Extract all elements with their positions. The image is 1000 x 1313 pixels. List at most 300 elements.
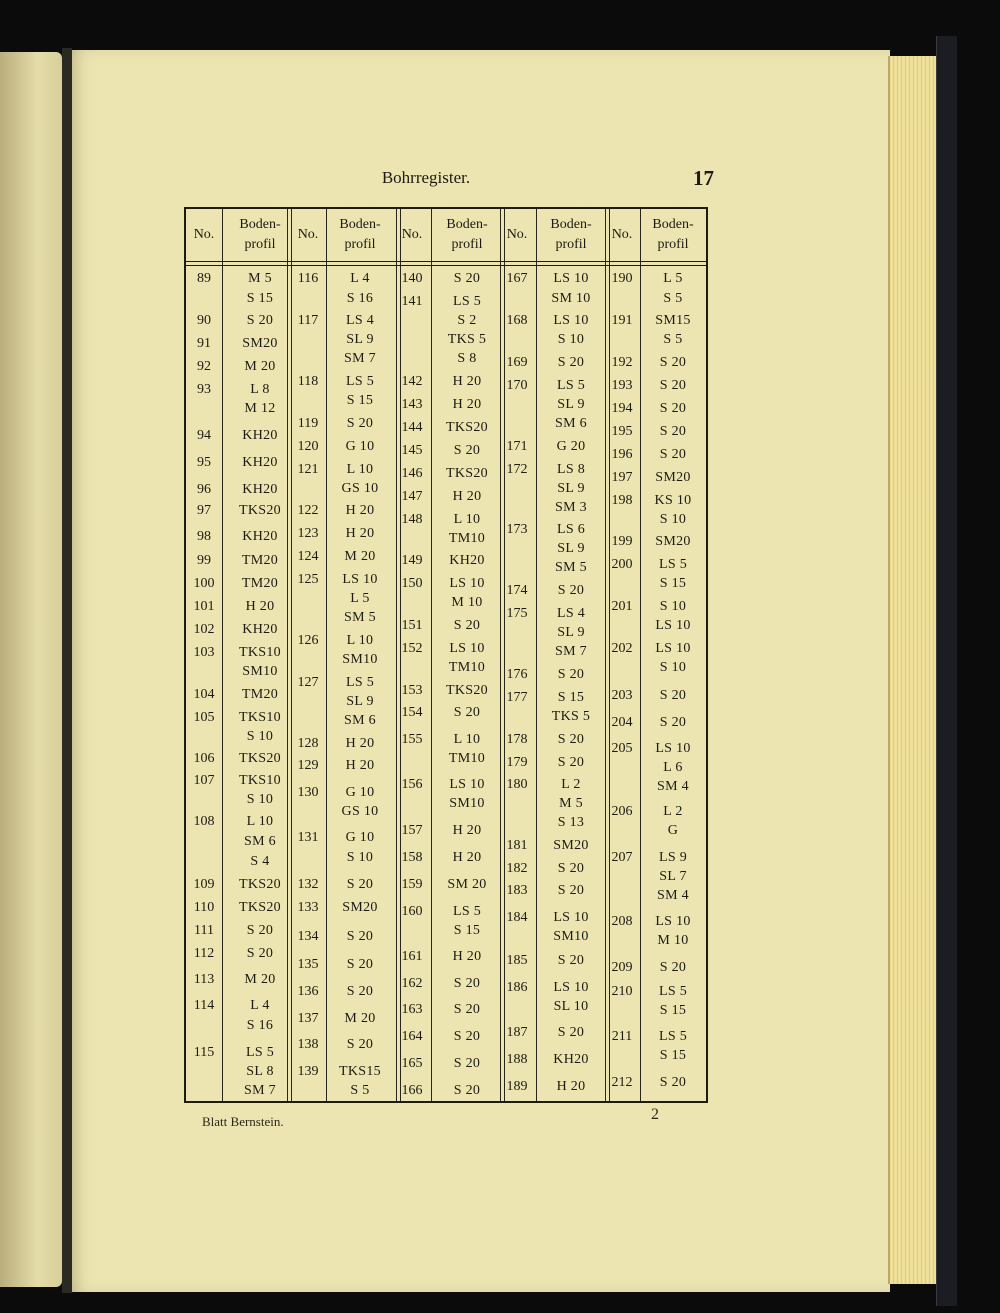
bodenprofil-entry: LS 5 [658, 984, 688, 999]
bohrung-no: 115 [193, 1045, 215, 1060]
bodenprofil-entry: SL 9 [346, 694, 374, 709]
bohrung-no: 204 [611, 715, 633, 730]
bodenprofil-entry: S 20 [346, 957, 374, 972]
bodenprofil-entry: M 20 [344, 549, 376, 564]
bohrung-no: 151 [401, 618, 423, 633]
bodenprofil-entry: SM 4 [657, 779, 689, 794]
bohrung-no: 156 [401, 777, 423, 792]
bohrung-no: 201 [611, 599, 633, 614]
bodenprofil-entry: L 4 [350, 271, 370, 286]
bohrung-no: 175 [506, 606, 528, 621]
bohrung-no: 135 [297, 957, 319, 972]
bodenprofil-entry: SM20 [553, 838, 589, 853]
bodenprofil-entry: G 10 [345, 439, 375, 454]
bodenprofil-entry: H 20 [452, 489, 482, 504]
bohrung-no: 134 [297, 929, 319, 944]
bodenprofil-entry: SM20 [655, 470, 691, 485]
facing-left-page [0, 52, 62, 1287]
bodenprofil-entry: H 20 [345, 526, 375, 541]
bohrung-no: 189 [506, 1079, 528, 1094]
bodenprofil-entry: LS 4 [345, 313, 375, 328]
bodenprofil-entry: SM10 [553, 929, 589, 944]
bohrung-no: 93 [197, 382, 211, 397]
bohrung-no: 155 [401, 732, 423, 747]
bodenprofil-entry: LS 10 [342, 572, 378, 587]
bodenprofil-entry: LS 5 [452, 294, 482, 309]
bodenprofil-entry: SM10 [449, 796, 485, 811]
bodenprofil-entry: SM15 [655, 313, 691, 328]
bohrung-no: 130 [297, 785, 319, 800]
bohrung-no: 132 [297, 877, 319, 892]
bodenprofil-entry: GS 10 [341, 481, 379, 496]
bodenprofil-entry: TM10 [448, 751, 486, 766]
bohrung-no: 90 [197, 313, 211, 328]
bodenprofil-entry: SM 6 [244, 834, 276, 849]
bohrung-no: 149 [401, 553, 423, 568]
bodenprofil-entry: TKS20 [239, 503, 281, 518]
bodenprofil-entry: S 20 [659, 688, 687, 703]
bohrung-no: 195 [611, 424, 633, 439]
bohrung-no: 161 [401, 949, 423, 964]
header-bodenprofil: Boden- profil [446, 217, 488, 252]
bodenprofil-entry: SM 7 [344, 351, 376, 366]
bodenprofil-entry: S 20 [659, 447, 687, 462]
bodenprofil-entry: S 10 [659, 660, 687, 675]
bodenprofil-entry: SM 7 [555, 644, 587, 659]
bodenprofil-entry: SL 9 [557, 541, 585, 556]
header-no: No. [506, 227, 528, 242]
bodenprofil-entry: H 20 [452, 397, 482, 412]
bohrung-no: 113 [193, 972, 215, 987]
bohrung-no: 194 [611, 401, 633, 416]
bodenprofil-entry: LS 10 [655, 741, 691, 756]
bodenprofil-entry: LS 5 [245, 1045, 275, 1060]
bodenprofil-entry: SM 4 [657, 888, 689, 903]
bodenprofil-entry: M 20 [244, 972, 276, 987]
bohrung-no: 181 [506, 838, 528, 853]
bohrung-no: 207 [611, 850, 633, 865]
bohrung-no: 167 [506, 271, 528, 286]
bohrung-no: 159 [401, 877, 423, 892]
bohrung-no: 178 [506, 732, 528, 747]
bohrung-no: 196 [611, 447, 633, 462]
bodenprofil-entry: TKS20 [446, 420, 488, 435]
bohrung-no: 126 [297, 633, 319, 648]
book-gutter [62, 48, 72, 1293]
bodenprofil-entry: LS 6 [556, 522, 586, 537]
bodenprofil-entry: TKS20 [239, 877, 281, 892]
bodenprofil-entry: L 5 [663, 271, 683, 286]
bohrung-no: 89 [197, 271, 211, 286]
bohrung-no: 104 [193, 687, 215, 702]
bodenprofil-entry: L 10 [346, 462, 374, 477]
bohrung-no: 111 [194, 923, 214, 938]
bodenprofil-entry: S 20 [346, 877, 374, 892]
bodenprofil-entry: SM 7 [244, 1083, 276, 1098]
bohrung-no: 112 [193, 946, 215, 961]
bodenprofil-entry: S 20 [453, 705, 481, 720]
bohrung-no: 185 [506, 953, 528, 968]
bohrung-no: 140 [401, 271, 423, 286]
bodenprofil-entry: S 10 [246, 729, 274, 744]
bohrung-no: 198 [611, 493, 633, 508]
bohrung-no: 150 [401, 576, 423, 591]
bodenprofil-entry: L 10 [453, 512, 481, 527]
bohrung-no: 120 [297, 439, 319, 454]
bohrung-no: 193 [611, 378, 633, 393]
bodenprofil-entry: S 20 [246, 923, 274, 938]
bodenprofil-entry: G 10 [345, 785, 375, 800]
bodenprofil-entry: LS 5 [658, 1029, 688, 1044]
bodenprofil-entry: L 10 [246, 814, 274, 829]
bodenprofil-entry: SL 8 [246, 1064, 274, 1079]
bodenprofil-entry: LS 9 [658, 850, 688, 865]
bohrung-no: 117 [297, 313, 319, 328]
book-cover-edge [936, 36, 957, 1306]
bohrung-no: 183 [506, 883, 528, 898]
bohrung-no: 124 [297, 549, 319, 564]
bohrung-no: 190 [611, 271, 633, 286]
bodenprofil-entry: KH20 [553, 1052, 589, 1067]
bohrung-no: 197 [611, 470, 633, 485]
bodenprofil-entry: KH20 [449, 553, 485, 568]
bodenprofil-entry: KH20 [242, 529, 278, 544]
bodenprofil-entry: LS 10 [655, 618, 691, 633]
header-bodenprofil: Boden- profil [239, 217, 281, 252]
header-rule [186, 261, 706, 266]
bodenprofil-entry: L 10 [453, 732, 481, 747]
bodenprofil-entry: GS 10 [341, 804, 379, 819]
bodenprofil-entry: S 20 [453, 443, 481, 458]
bodenprofil-entry: LS 5 [345, 675, 375, 690]
bodenprofil-entry: SM 6 [555, 416, 587, 431]
bohrung-no: 206 [611, 804, 633, 819]
bohrung-no: 137 [297, 1011, 319, 1026]
bohrung-no: 107 [193, 773, 215, 788]
bohrung-no: 158 [401, 850, 423, 865]
bohrung-no: 102 [193, 622, 215, 637]
bohrung-no: 164 [401, 1029, 423, 1044]
bohrung-no: 109 [193, 877, 215, 892]
bodenprofil-entry: S 20 [659, 401, 687, 416]
bohrung-no: 92 [197, 359, 211, 374]
bodenprofil-entry: S 15 [346, 393, 374, 408]
bodenprofil-entry: SL 9 [557, 397, 585, 412]
bohrung-no: 106 [193, 751, 215, 766]
bohrung-no: 212 [611, 1075, 633, 1090]
bohrung-no: 203 [611, 688, 633, 703]
bohrung-no: 139 [297, 1064, 319, 1079]
bodenprofil-entry: S 2 [457, 313, 477, 328]
bodenprofil-entry: LS 10 [449, 576, 485, 591]
bohrung-no: 110 [193, 900, 215, 915]
bodenprofil-entry: KH20 [242, 428, 278, 443]
bodenprofil-entry: H 20 [452, 949, 482, 964]
bohrung-no: 173 [506, 522, 528, 537]
bodenprofil-entry: SM 3 [555, 500, 587, 515]
bohrung-no: 170 [506, 378, 528, 393]
bohrung-no: 108 [193, 814, 215, 829]
bohrung-no: 94 [197, 428, 211, 443]
header-no: No. [193, 227, 215, 242]
bodenprofil-entry: G 10 [345, 830, 375, 845]
bodenprofil-entry: TKS10 [239, 645, 281, 660]
bohrung-no: 96 [197, 482, 211, 497]
bodenprofil-entry: TKS 5 [447, 332, 487, 347]
bodenprofil-entry: TKS20 [239, 900, 281, 915]
bohrung-no: 200 [611, 557, 633, 572]
bodenprofil-entry: S 15 [246, 291, 274, 306]
bohrung-no: 210 [611, 984, 633, 999]
bodenprofil-entry: S 15 [453, 923, 481, 938]
bodenprofil-entry: S 20 [453, 271, 481, 286]
bodenprofil-entry: L 6 [663, 760, 683, 775]
bohrung-no: 191 [611, 313, 633, 328]
bohrung-no: 202 [611, 641, 633, 656]
bohrung-no: 187 [506, 1025, 528, 1040]
bodenprofil-entry: LS 10 [449, 777, 485, 792]
bohrung-no: 122 [297, 503, 319, 518]
bodenprofil-entry: LS 10 [553, 910, 589, 925]
bodenprofil-entry: S 20 [453, 618, 481, 633]
bodenprofil-entry: LS 8 [556, 462, 586, 477]
bohrung-no: 129 [297, 758, 319, 773]
page-number: 17 [693, 166, 714, 190]
bohrung-no: 172 [506, 462, 528, 477]
running-head: Bohrregister. [381, 168, 471, 187]
bodenprofil-entry: H 20 [245, 599, 275, 614]
bohrung-no: 152 [401, 641, 423, 656]
bodenprofil-entry: S 10 [246, 792, 274, 807]
bodenprofil-entry: SM 6 [344, 713, 376, 728]
bodenprofil-entry: SL 10 [553, 999, 589, 1014]
bodenprofil-entry: TKS15 [339, 1064, 381, 1079]
bohrung-no: 105 [193, 710, 215, 725]
bohrung-no: 176 [506, 667, 528, 682]
bohrung-no: 100 [193, 576, 215, 591]
bohrung-no: 208 [611, 914, 633, 929]
bodenprofil-entry: TKS20 [446, 466, 488, 481]
bodenprofil-entry: SM20 [655, 534, 691, 549]
bohrung-no: 148 [401, 512, 423, 527]
bodenprofil-entry: LS 5 [452, 904, 482, 919]
bodenprofil-entry: SL 9 [557, 481, 585, 496]
bodenprofil-entry: S 20 [453, 1002, 481, 1017]
bohrung-no: 188 [506, 1052, 528, 1067]
bodenprofil-entry: S 20 [453, 1029, 481, 1044]
bohrung-no: 97 [197, 503, 211, 518]
bohrung-no: 131 [297, 830, 319, 845]
bohrung-no: 179 [506, 755, 528, 770]
bodenprofil-entry: S 20 [453, 1056, 481, 1071]
bodenprofil-entry: L 2 [561, 777, 581, 792]
bodenprofil-entry: TM10 [448, 531, 486, 546]
bohrung-no: 169 [506, 355, 528, 370]
sheet-label: Blatt Bernstein. [202, 1114, 284, 1129]
bodenprofil-entry: S 10 [659, 599, 687, 614]
bohrung-no: 147 [401, 489, 423, 504]
bodenprofil-entry: H 20 [452, 823, 482, 838]
bodenprofil-entry: LS 10 [553, 271, 589, 286]
bohrung-no: 144 [401, 420, 423, 435]
bodenprofil-entry: KS 10 [654, 493, 692, 508]
bohrung-no: 165 [401, 1056, 423, 1071]
bohrung-no: 95 [197, 455, 211, 470]
bohrung-no: 154 [401, 705, 423, 720]
bodenprofil-entry: H 20 [556, 1079, 586, 1094]
bohrung-no: 91 [197, 336, 211, 351]
bodenprofil-entry: S 20 [557, 1025, 585, 1040]
bohrung-no: 121 [297, 462, 319, 477]
bodenprofil-entry: LS 10 [449, 641, 485, 656]
bohrung-no: 138 [297, 1037, 319, 1052]
bohrung-no: 114 [193, 998, 215, 1013]
bohrung-no: 211 [611, 1029, 633, 1044]
bodenprofil-entry: TKS10 [239, 710, 281, 725]
bodenprofil-entry: SM10 [342, 652, 378, 667]
bohrung-no: 99 [197, 553, 211, 568]
bodenprofil-entry: SM 5 [555, 560, 587, 575]
bodenprofil-entry: S 20 [346, 929, 374, 944]
bohrung-no: 171 [506, 439, 528, 454]
bodenprofil-entry: LS 10 [655, 914, 691, 929]
bodenprofil-entry: S 15 [659, 1048, 687, 1063]
bohrung-no: 145 [401, 443, 423, 458]
bohrung-no: 166 [401, 1083, 423, 1098]
bohrung-no: 163 [401, 1002, 423, 1017]
bodenprofil-entry: S 20 [659, 1075, 687, 1090]
bodenprofil-entry: M 20 [244, 359, 276, 374]
header-bodenprofil: Boden- profil [652, 217, 694, 252]
bohrung-no: 186 [506, 980, 528, 995]
bodenprofil-entry: S 20 [557, 355, 585, 370]
bohrung-no: 205 [611, 741, 633, 756]
bohrung-no: 143 [401, 397, 423, 412]
bodenprofil-entry: L 4 [250, 998, 270, 1013]
bodenprofil-entry: H 20 [452, 850, 482, 865]
bodenprofil-entry: H 20 [345, 736, 375, 751]
bodenprofil-entry: SL 9 [346, 332, 374, 347]
page-edges [888, 56, 938, 1284]
bohrregister-table [184, 207, 708, 1103]
bodenprofil-entry: L 5 [350, 591, 370, 606]
bodenprofil-entry: S 4 [250, 854, 270, 869]
bohrung-no: 125 [297, 572, 319, 587]
bodenprofil-entry: S 20 [659, 960, 687, 975]
bodenprofil-entry: L 8 [250, 382, 270, 397]
bohrung-no: 133 [297, 900, 319, 915]
bodenprofil-entry: S 20 [453, 976, 481, 991]
bodenprofil-entry: S 20 [557, 883, 585, 898]
bodenprofil-entry: S 20 [659, 715, 687, 730]
header-bodenprofil: Boden- profil [550, 217, 592, 252]
bodenprofil-entry: H 20 [452, 374, 482, 389]
bodenprofil-entry: S 20 [346, 1037, 374, 1052]
bodenprofil-entry: S 20 [246, 313, 274, 328]
bodenprofil-entry: TKS20 [239, 751, 281, 766]
bodenprofil-entry: SM 20 [447, 877, 487, 892]
bodenprofil-entry: S 15 [659, 576, 687, 591]
bohrung-no: 160 [401, 904, 423, 919]
bodenprofil-entry: M 5 [248, 271, 272, 286]
bodenprofil-entry: S 15 [557, 690, 585, 705]
bohrung-no: 142 [401, 374, 423, 389]
bodenprofil-entry: LS 5 [345, 374, 375, 389]
bohrung-no: 162 [401, 976, 423, 991]
bodenprofil-entry: M 10 [451, 595, 483, 610]
bodenprofil-entry: SL 7 [659, 869, 687, 884]
bodenprofil-entry: KH20 [242, 482, 278, 497]
bodenprofil-entry: SM20 [342, 900, 378, 915]
bohrung-no: 118 [297, 374, 319, 389]
bohrung-no: 192 [611, 355, 633, 370]
bohrung-no: 168 [506, 313, 528, 328]
bodenprofil-entry: S 16 [246, 1018, 274, 1033]
bohrung-no: 209 [611, 960, 633, 975]
bodenprofil-entry: G 20 [556, 439, 586, 454]
bohrung-no: 127 [297, 675, 319, 690]
bohrung-no: 116 [297, 271, 319, 286]
bohrung-no: 182 [506, 861, 528, 876]
bodenprofil-entry: S 10 [557, 332, 585, 347]
bodenprofil-entry: S 20 [557, 755, 585, 770]
bodenprofil-entry: LS 4 [556, 606, 586, 621]
bodenprofil-entry: S 10 [346, 850, 374, 865]
bohrung-no: 146 [401, 466, 423, 481]
bodenprofil-entry: SL 9 [557, 625, 585, 640]
bodenprofil-entry: S 10 [659, 512, 687, 527]
bohrung-no: 119 [297, 416, 319, 431]
bodenprofil-entry: H 20 [345, 758, 375, 773]
bohrung-no: 199 [611, 534, 633, 549]
bohrung-no: 184 [506, 910, 528, 925]
bohrung-no: 123 [297, 526, 319, 541]
bodenprofil-entry: KH20 [242, 455, 278, 470]
bodenprofil-entry: L 10 [346, 633, 374, 648]
bodenprofil-entry: S 15 [659, 1003, 687, 1018]
header-no: No. [401, 227, 423, 242]
bodenprofil-entry: S 20 [557, 583, 585, 598]
bodenprofil-entry: S 5 [663, 291, 683, 306]
bohrung-no: 153 [401, 683, 423, 698]
bodenprofil-entry: TM20 [241, 553, 279, 568]
bodenprofil-entry: KH20 [242, 622, 278, 637]
bodenprofil-entry: S 20 [346, 416, 374, 431]
bodenprofil-entry: S 20 [659, 378, 687, 393]
bohrung-no: 98 [197, 529, 211, 544]
bodenprofil-entry: LS 10 [553, 313, 589, 328]
bodenprofil-entry: M 20 [344, 1011, 376, 1026]
bodenprofil-entry: LS 10 [553, 980, 589, 995]
bodenprofil-entry: G [667, 823, 679, 838]
bodenprofil-entry: H 20 [345, 503, 375, 518]
bodenprofil-entry: TM20 [241, 687, 279, 702]
bohrung-no: 128 [297, 736, 319, 751]
bodenprofil-entry: S 20 [557, 953, 585, 968]
bodenprofil-entry: S 5 [350, 1083, 370, 1098]
bohrung-no: 136 [297, 984, 319, 999]
bodenprofil-entry: M 12 [244, 401, 276, 416]
bohrung-no: 174 [506, 583, 528, 598]
bodenprofil-entry: S 20 [659, 424, 687, 439]
bodenprofil-entry: S 20 [557, 861, 585, 876]
bodenprofil-entry: S 5 [663, 332, 683, 347]
bodenprofil-entry: SM 10 [551, 291, 591, 306]
header-no: No. [611, 227, 633, 242]
bohrung-no: 101 [193, 599, 215, 614]
bodenprofil-entry: TM20 [241, 576, 279, 591]
bodenprofil-entry: TKS10 [239, 773, 281, 788]
